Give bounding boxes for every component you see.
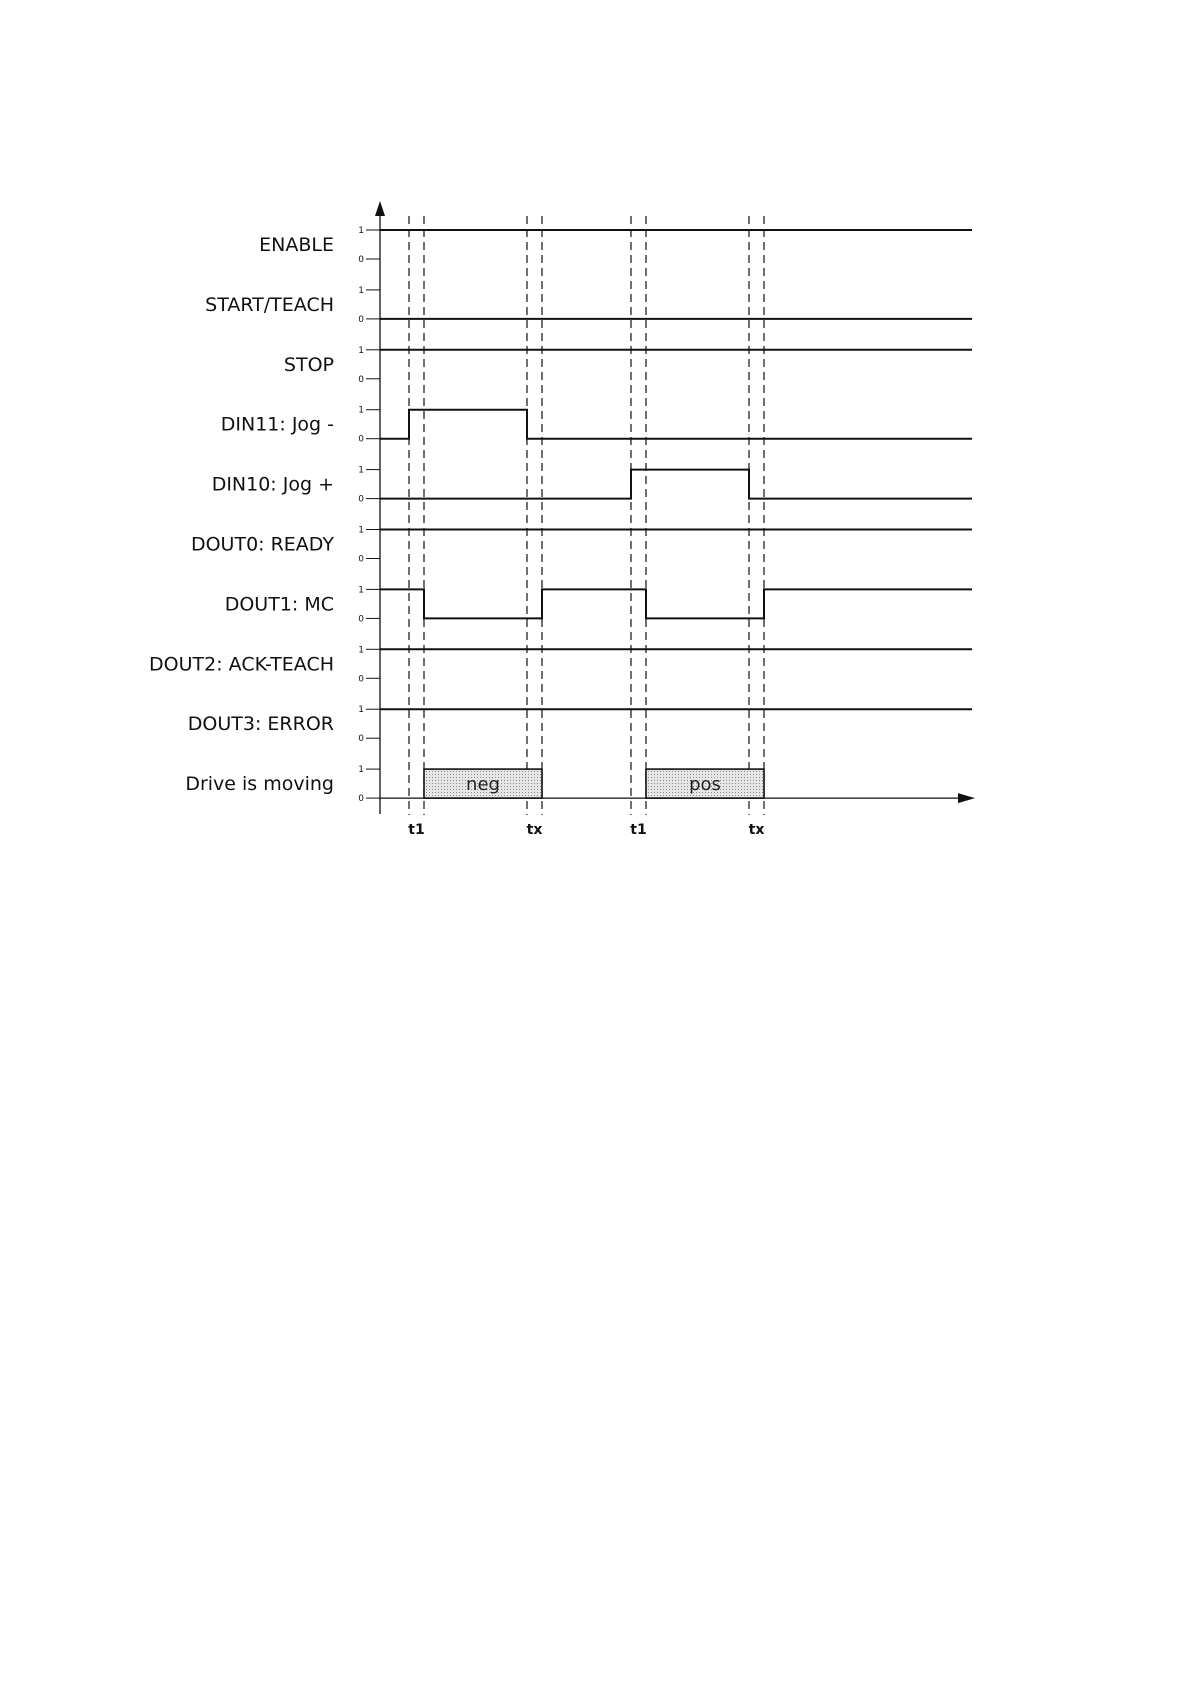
- signal-label: Drive is moving: [185, 773, 334, 796]
- level-low-label: 0: [358, 734, 364, 745]
- signal-traces: [380, 230, 972, 709]
- level-low-label: 0: [358, 434, 364, 445]
- signal-label: DOUT1: MC: [224, 593, 334, 616]
- level-high-label: 1: [358, 585, 364, 596]
- level-low-label: 0: [358, 255, 364, 265]
- signal-label: DIN11: Jog -: [220, 413, 334, 436]
- level-low-label: 0: [358, 794, 364, 805]
- signal-label: DOUT0: READY: [190, 533, 334, 556]
- motion-box-label: neg: [466, 774, 500, 796]
- level-high-label: 1: [358, 285, 364, 296]
- signal-label: ENABLE: [259, 234, 334, 256]
- motion-box-label: pos: [689, 774, 721, 796]
- time-marker-label: t1: [630, 822, 647, 838]
- signal-label: START/TEACH: [205, 293, 334, 316]
- labels: [149, 226, 764, 838]
- edge-guides: [409, 216, 764, 815]
- x-axis-arrow: [958, 793, 975, 803]
- level-low-label: 0: [358, 314, 364, 325]
- signal-trace: [380, 589, 972, 618]
- signal-label: DIN10: Jog +: [211, 473, 334, 496]
- level-high-label: 1: [358, 345, 364, 356]
- time-marker-label: t1: [408, 822, 425, 838]
- level-high-label: 1: [358, 525, 364, 536]
- level-low-label: 0: [358, 494, 364, 505]
- level-low-label: 0: [358, 374, 364, 385]
- y-axis-arrow: [375, 201, 385, 216]
- level-high-label: 1: [358, 765, 364, 776]
- level-low-label: 0: [358, 554, 364, 565]
- level-low-label: 0: [358, 674, 364, 685]
- level-high-label: 1: [358, 226, 364, 236]
- time-marker-label: tx: [748, 822, 765, 838]
- level-low-label: 0: [358, 614, 364, 625]
- signal-trace: [380, 410, 972, 439]
- time-marker-label: tx: [526, 822, 543, 838]
- level-high-label: 1: [358, 405, 364, 416]
- level-high-label: 1: [358, 645, 364, 656]
- signal-label: DOUT3: ERROR: [187, 713, 334, 736]
- axes: [366, 201, 975, 814]
- level-high-label: 1: [358, 465, 364, 476]
- level-high-label: 1: [358, 705, 364, 716]
- signal-label: DOUT2: ACK-TEACH: [149, 653, 334, 676]
- signal-trace: [380, 470, 972, 499]
- signal-label: STOP: [283, 353, 334, 376]
